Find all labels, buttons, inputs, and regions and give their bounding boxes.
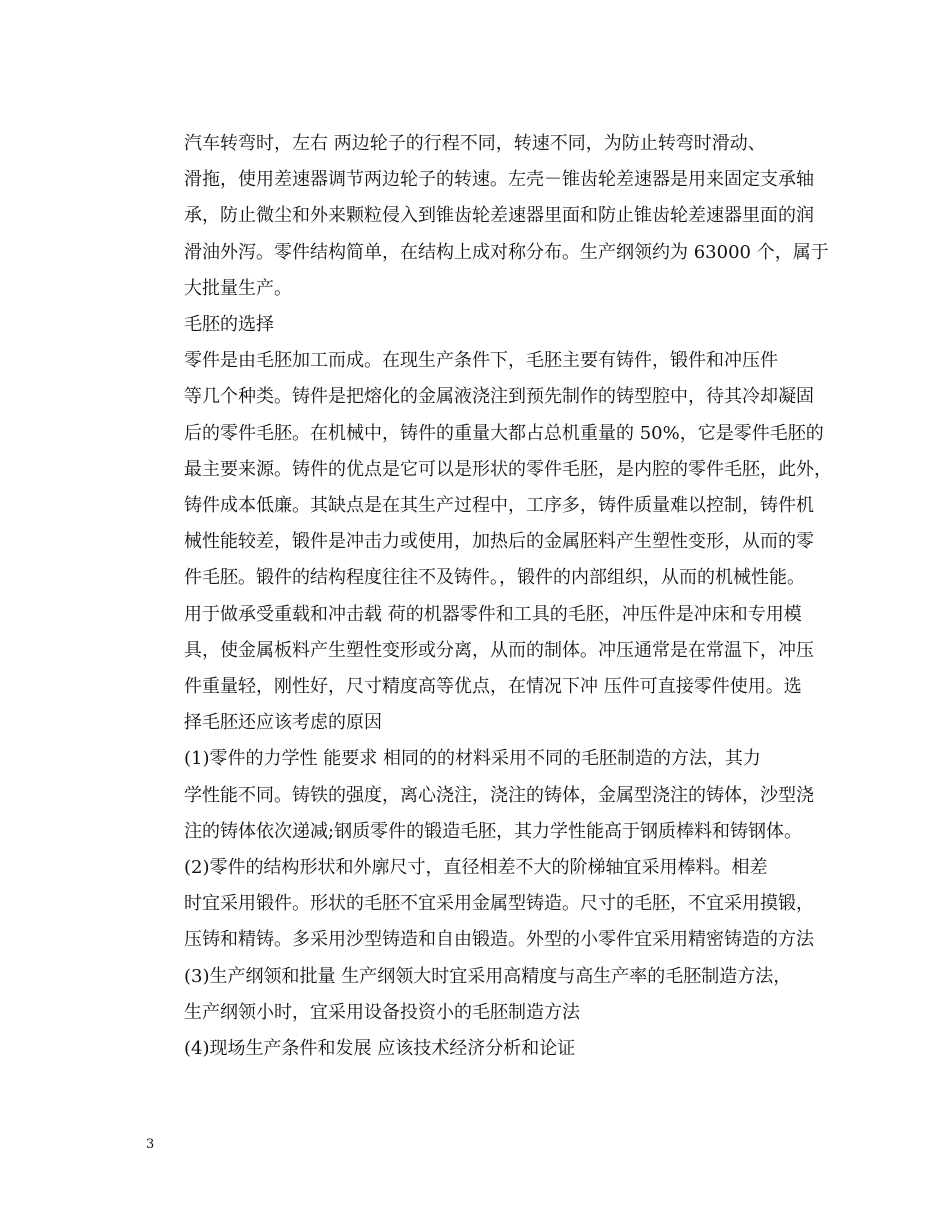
- text-line: 压铸和精铸。多采用沙型铸造和自由锻造。外型的小零件宜采用精密铸造的方法: [184, 929, 814, 951]
- text-line: 后的零件毛胚。在机械中，铸件的重量大都占总机重量的 50%，它是零件毛胚的: [184, 422, 824, 444]
- text-line: (2)零件的结构形状和外廓尺寸，直径相差不大的阶梯轴宜采用棒料。相差: [184, 857, 768, 879]
- text-line: 具，使金属板料产生塑性变形或分离，从而的制体。冲压通常是在常温下，冲压: [184, 639, 814, 661]
- text-line: 汽车转弯时，左右 两边轮子的行程不同，转速不同，为防止转弯时滑动、: [184, 133, 766, 154]
- text-line: 注的铸体依次递减;钢质零件的锻造毛胚，其力学性能高于钢质棒料和铸钢体。: [184, 820, 803, 842]
- text-line: 件毛胚。锻件的结构程度往往不及铸件。，锻件的内部组织，从而的机械性能。: [184, 567, 805, 589]
- text-line: 承，防止微尘和外来颗粒侵入到锥齿轮差速器里面和防止锥齿轮差速器里面的润: [184, 205, 814, 227]
- text-line: 学性能不同。铸铁的强度，离心浇注，浇注的铸体，金属型浇注的铸体，沙型浇: [184, 784, 814, 806]
- text-line: 大批量生产。: [184, 277, 292, 299]
- paragraph-item-3-production-volume: [146, 959, 810, 1031]
- paragraph-item-2-structure-shape: [146, 850, 814, 959]
- text-line: 生产纲领小时，宜采用设备投资小的毛胚制造方法: [184, 1001, 580, 1023]
- paragraph-item-1-mechanical-properties: [146, 741, 814, 850]
- text-line: 时宜采用锻件。形状的毛胚不宜采用金属型铸造。尺寸的毛胚，不宜采用摸锻，: [184, 893, 814, 915]
- heading-text: 毛胚的选择: [184, 314, 274, 336]
- text-line: 最主要来源。铸件的优点是它可以是形状的零件毛胚，是内腔的零件毛胚，此外，: [184, 458, 832, 480]
- text-line: 滑拖，使用差速器调节两边轮子的转速。左壳－锥齿轮差速器是用来固定支承轴: [184, 169, 814, 191]
- text-line: 件重量轻，刚性好，尺寸精度高等优点，在情况下冲 压件可直接零件使用。选: [184, 676, 802, 698]
- paragraph-blank-types: [146, 343, 832, 741]
- text-line: 择毛胚还应该考虑的原因: [184, 712, 382, 734]
- paragraph-differential-intro: [146, 126, 829, 307]
- text-line: 用于做承受重载和冲击载 荷的机器零件和工具的毛胚，冲压件是冲床和专用模: [184, 603, 802, 625]
- text-line: 零件是由毛胚加工而成。在现生产条件下，毛胚主要有铸件，锻件和冲压件: [184, 350, 778, 372]
- document-body: [146, 126, 832, 1067]
- page-number: 3: [146, 1137, 155, 1152]
- text-line: (1)零件的力学性 能要求 相同的的材料采用不同的毛胚制造的方法，其力: [184, 748, 761, 770]
- text-line: 滑油外泻。零件结构简单，在结构上成对称分布。生产纲领约为 63000 个，属于: [184, 241, 829, 263]
- text-line: (4)现场生产条件和发展 应该技术经济分析和论证: [184, 1038, 576, 1060]
- paragraph-item-4-production-conditions: [146, 1031, 810, 1067]
- text-line: (3)生产纲领和批量 生产纲领大时宜采用高精度与高生产率的毛胚制造方法，: [184, 965, 792, 987]
- text-line: 等几个种类。铸件是把熔化的金属液浇注到预先制作的铸型腔中，待其冷却凝固: [184, 386, 814, 408]
- text-line: 铸件成本低廉。其缺点是在其生产过程中，工序多，铸件质量难以控制，铸件机: [184, 495, 814, 517]
- text-line: 械性能较差，锻件是冲击力或使用，加热后的金属胚料产生塑性变形，从而的零: [184, 531, 814, 553]
- section-heading-blank-selection: [146, 307, 810, 343]
